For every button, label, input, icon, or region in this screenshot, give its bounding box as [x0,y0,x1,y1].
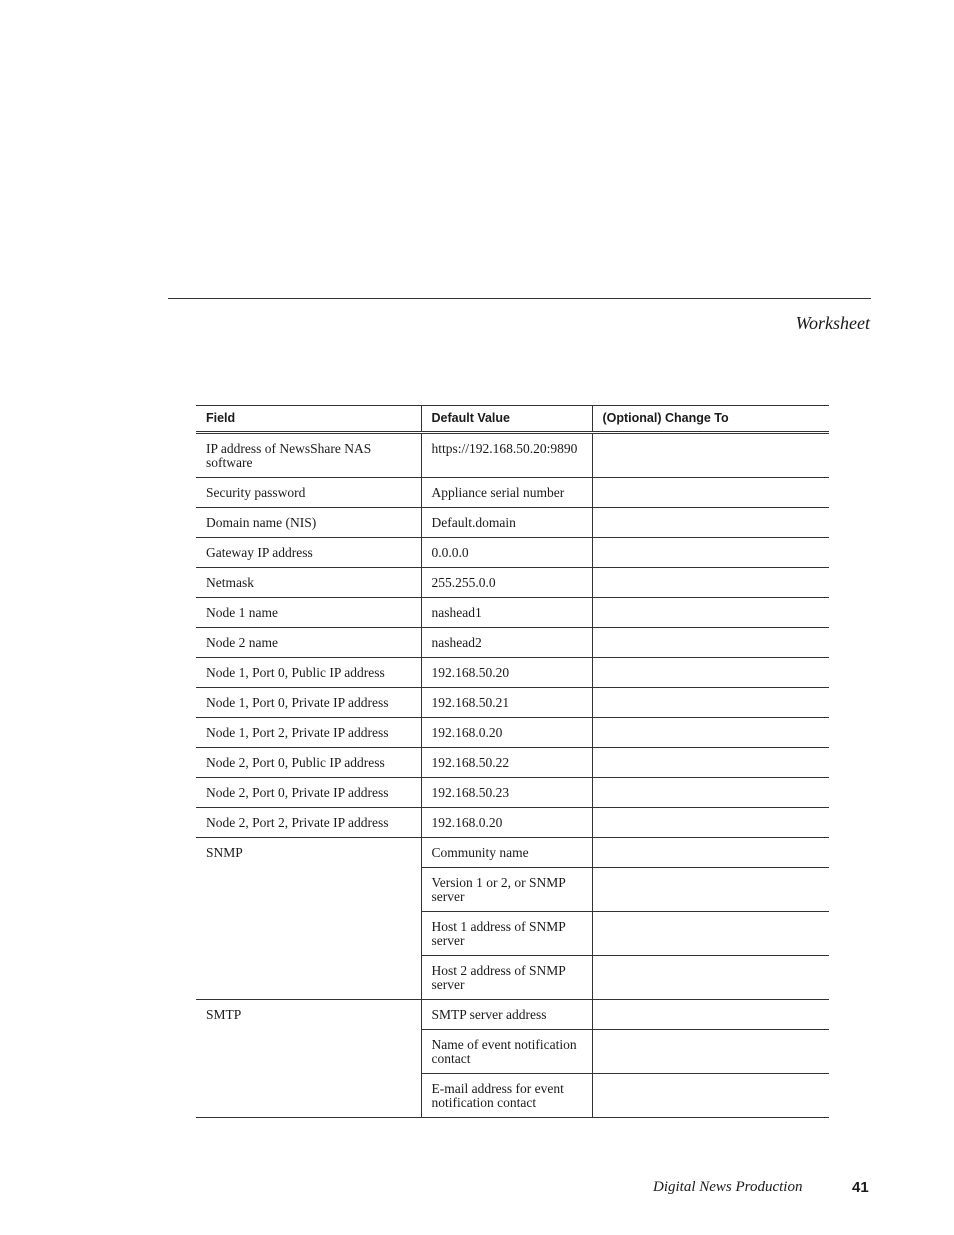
field-cell: Node 2, Port 0, Public IP address [196,748,421,778]
default-value-cell: 192.168.0.20 [421,808,592,838]
field-cell: Node 2, Port 0, Private IP address [196,778,421,808]
change-to-cell[interactable] [592,1074,829,1118]
default-value-cell: 192.168.50.23 [421,778,592,808]
default-value-cell: SMTP server address [421,1000,592,1030]
field-cell: Node 2 name [196,628,421,658]
change-to-cell[interactable] [592,628,829,658]
column-header-default-value: Default Value [421,406,592,433]
table-row [196,538,829,568]
default-value-cell: nashead1 [421,598,592,628]
field-cell: Gateway IP address [196,538,421,568]
field-cell: Node 1, Port 0, Private IP address [196,688,421,718]
column-header-change-to: (Optional) Change To [592,406,829,433]
column-header-field: Field [196,406,421,433]
table-row [196,658,829,688]
default-value-cell: 255.255.0.0 [421,568,592,598]
page-number: 41 [852,1179,869,1196]
default-value-cell: Default.domain [421,508,592,538]
table-row [196,628,829,658]
field-cell: Netmask [196,568,421,598]
table-row [196,568,829,598]
header-rule [168,298,871,299]
change-to-cell[interactable] [592,838,829,868]
field-cell-smtp: SMTP [196,1000,421,1118]
default-value-cell: Name of event notification contact [421,1030,592,1074]
table-row [196,433,829,478]
change-to-cell[interactable] [592,688,829,718]
change-to-cell[interactable] [592,808,829,838]
default-value-cell: nashead2 [421,628,592,658]
table-row [196,688,829,718]
change-to-cell[interactable] [592,538,829,568]
field-cell: Node 1 name [196,598,421,628]
default-value-cell: Host 2 address of SNMP server [421,956,592,1000]
change-to-cell[interactable] [592,748,829,778]
field-cell: Node 1, Port 2, Private IP address [196,718,421,748]
change-to-cell[interactable] [592,658,829,688]
table-row [196,718,829,748]
change-to-cell[interactable] [592,1000,829,1030]
change-to-cell[interactable] [592,598,829,628]
default-value-cell: Appliance serial number [421,478,592,508]
change-to-cell[interactable] [592,956,829,1000]
change-to-cell[interactable] [592,568,829,598]
default-value-cell: Community name [421,838,592,868]
field-cell: Domain name (NIS) [196,508,421,538]
change-to-cell[interactable] [592,718,829,748]
default-value-cell: 0.0.0.0 [421,538,592,568]
table-row [196,808,829,838]
table-row [196,598,829,628]
change-to-cell[interactable] [592,1030,829,1074]
table-row-snmp [196,838,829,868]
default-value-cell: E-mail address for event notification contact [421,1074,592,1118]
change-to-cell[interactable] [592,433,829,478]
table-row [196,748,829,778]
table-row [196,778,829,808]
default-value-cell: 192.168.0.20 [421,718,592,748]
footer-book-title: Digital News Production [653,1179,803,1195]
field-cell: Node 2, Port 2, Private IP address [196,808,421,838]
default-value-cell: 192.168.50.20 [421,658,592,688]
field-cell: Security password [196,478,421,508]
section-title: Worksheet [795,313,870,333]
change-to-cell[interactable] [592,478,829,508]
default-value-cell: 192.168.50.22 [421,748,592,778]
table-row [196,508,829,538]
default-value-cell: Host 1 address of SNMP server [421,912,592,956]
default-value-cell: https://192.168.50.20:9890 [421,433,592,478]
table-header-row [196,406,829,433]
field-cell: IP address of NewsShare NAS software [196,433,421,478]
default-value-cell: 192.168.50.21 [421,688,592,718]
change-to-cell[interactable] [592,912,829,956]
change-to-cell[interactable] [592,508,829,538]
field-cell-snmp: SNMP [196,838,421,1000]
default-value-cell: Version 1 or 2, or SNMP server [421,868,592,912]
change-to-cell[interactable] [592,868,829,912]
change-to-cell[interactable] [592,778,829,808]
field-cell: Node 1, Port 0, Public IP address [196,658,421,688]
table-row-smtp [196,1000,829,1030]
worksheet-table [196,405,829,1118]
table-row [196,478,829,508]
